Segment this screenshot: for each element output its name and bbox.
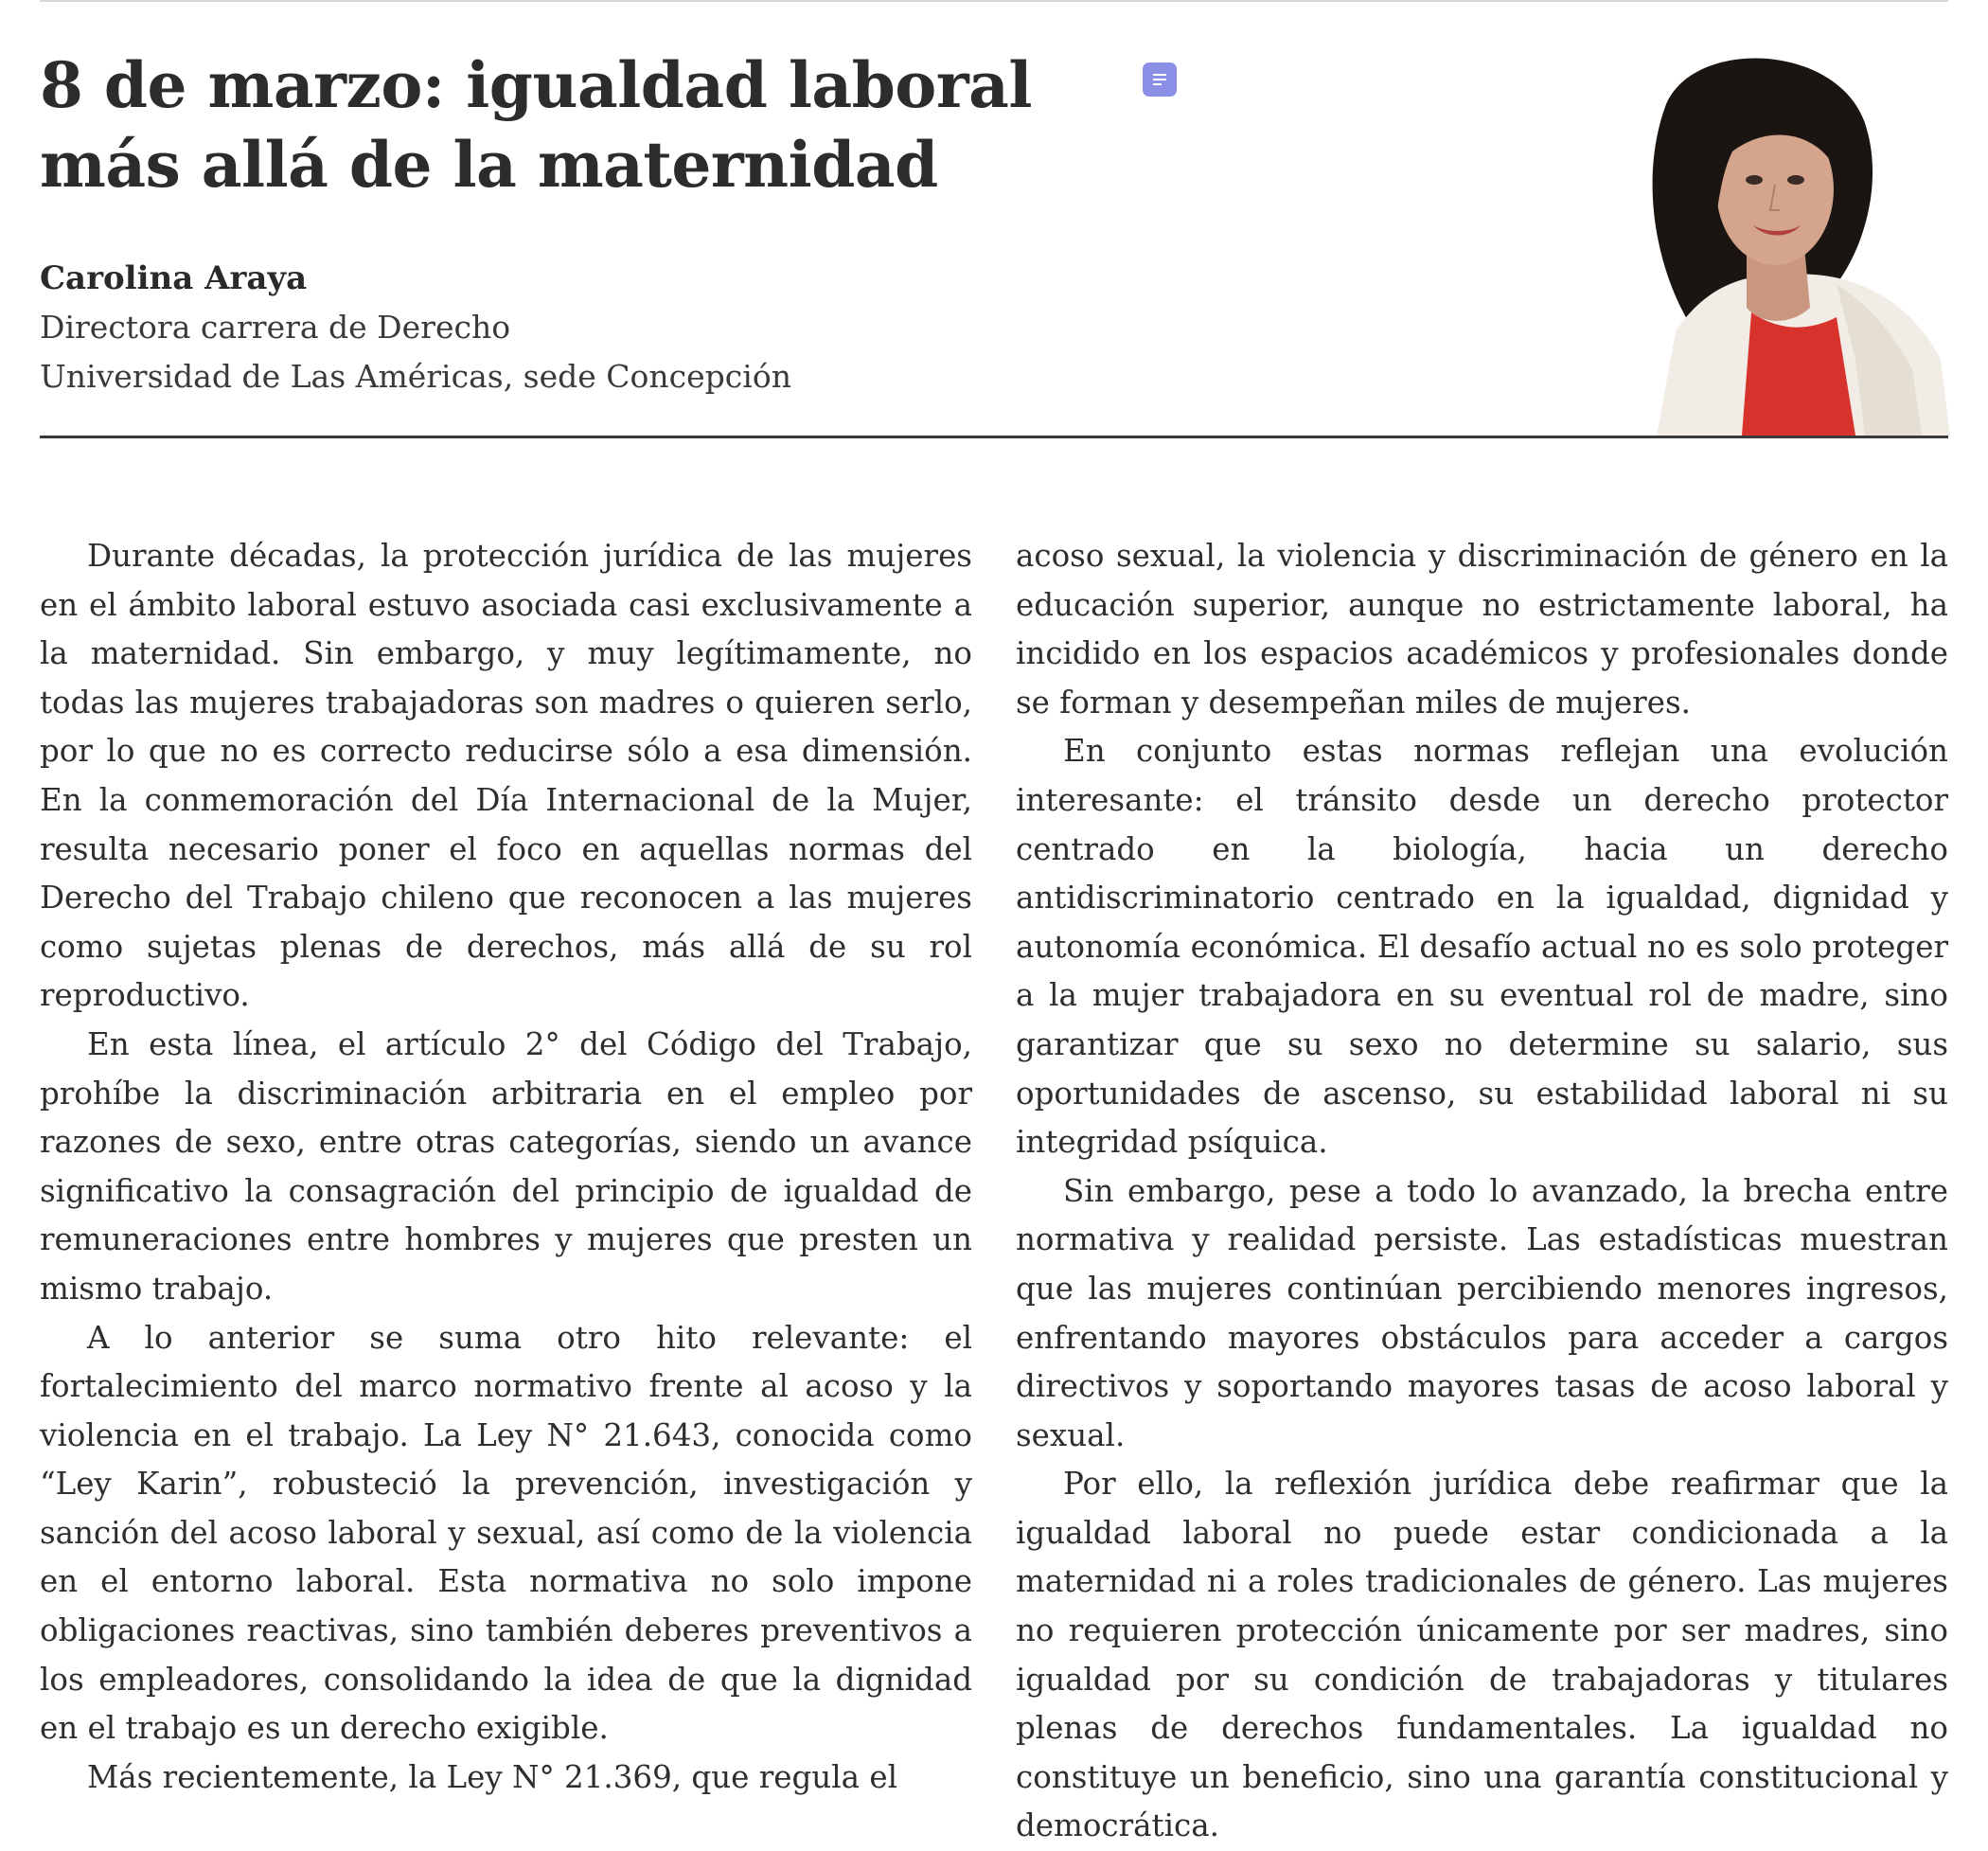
author-name: Carolina Araya — [40, 259, 308, 297]
note-icon[interactable] — [1143, 62, 1177, 97]
author-institution: Universidad de Las Américas, sede Concepción — [40, 358, 791, 395]
header-divider — [40, 436, 1948, 438]
top-rule — [40, 0, 1948, 2]
author-role: Directora carrera de Derecho — [40, 309, 511, 346]
paragraph: En esta línea, el artículo 2° del Código del Trabajo, prohíbe la discriminación arbitraria en el empleo por razones de sexo, entre otras categorías, siendo un avance significativo la consagración del principio de igualdad de remuneraciones entre hombres y mujeres que presten un mismo trabajo. — [40, 1025, 972, 1307]
article-headline: 8 de marzo: igualdad laboral más allá de la maternidad — [40, 48, 1032, 202]
paragraph: Por ello, la reflexión jurídica debe reafirmar que la igualdad laboral no puede estar condicionada a la maternidad ni a roles tradicionales de género. Las mujeres no requieren protección únicamente por ser madres, sino igualdad por su condición de trabajadoras y titulares plenas de derechos fundamentales. La igualdad no constituye un beneficio, sino una garantía constitucional y democrática. — [1016, 1466, 1948, 1844]
paragraph: En conjunto estas normas reflejan una evolución interesante: el tránsito desde un derecho protector centrado en la biología, hacia un derecho antidiscriminatorio centrado en la igualdad, dignidad y autonomía económica. El desafío actual no es solo proteger a la mujer trabajadora en su eventual rol de madre, sino garantizar que su sexo no determine su salario, sus oportunidades de ascenso, su estabilidad laboral ni su integridad psíquica. — [1016, 733, 1948, 1161]
paragraph: Más recientemente, la Ley N° 21.369, que regula el — [87, 1758, 897, 1795]
paragraph: Sin embargo, pese a todo lo avanzado, la brecha entre normativa y realidad persiste. Las estadísticas muestran que las mujeres continúan percibiendo menores ingresos, enfrentando mayores obstáculos para acceder a cargos directivos y soportando mayores tasas de acoso laboral y sexual. — [1016, 1172, 1948, 1453]
article-column-right — [1016, 532, 1948, 1851]
paragraph: acoso sexual, la violencia y discriminación de género en la educación superior, aunque no estrictamente laboral, ha incidido en los espacios académicos y profesionales donde se forman y desempeñan miles de mujeres. — [1016, 538, 1948, 721]
byline — [40, 254, 791, 401]
article-column-left — [40, 532, 972, 1802]
paragraph: A lo anterior se suma otro hito relevante: el fortalecimiento del marco normativo frente al acoso y la violencia en el trabajo. La Ley N° 21.643, conocida como “Ley Karin”, robusteció la prevención, investigación y sanción del acoso laboral y sexual, así como de la violencia en el entorno laboral. Esta normativa no solo impone obligaciones reactivas, sino también deberes preventivos a los empleadores, consolidando la idea de que la dignidad en el trabajo es un derecho exigible. — [40, 1319, 972, 1747]
paragraph: Durante décadas, la protección jurídica de las mujeres en el ámbito laboral estuvo asociada casi exclusivamente a la maternidad. Sin embargo, y muy legítimamente, no todas las mujeres trabajadoras son madres o quieren serlo, por lo que no es correcto reducirse sólo a esa dimensión. En la conmemoración del Día Internacional de la Mujer, resulta necesario poner el foco en aquellas normas del Derecho del Trabajo chileno que reconocen a las mujeres como sujetas plenas de derechos, más allá de su rol reproductivo. — [40, 538, 972, 1014]
author-portrait — [1553, 47, 1950, 436]
